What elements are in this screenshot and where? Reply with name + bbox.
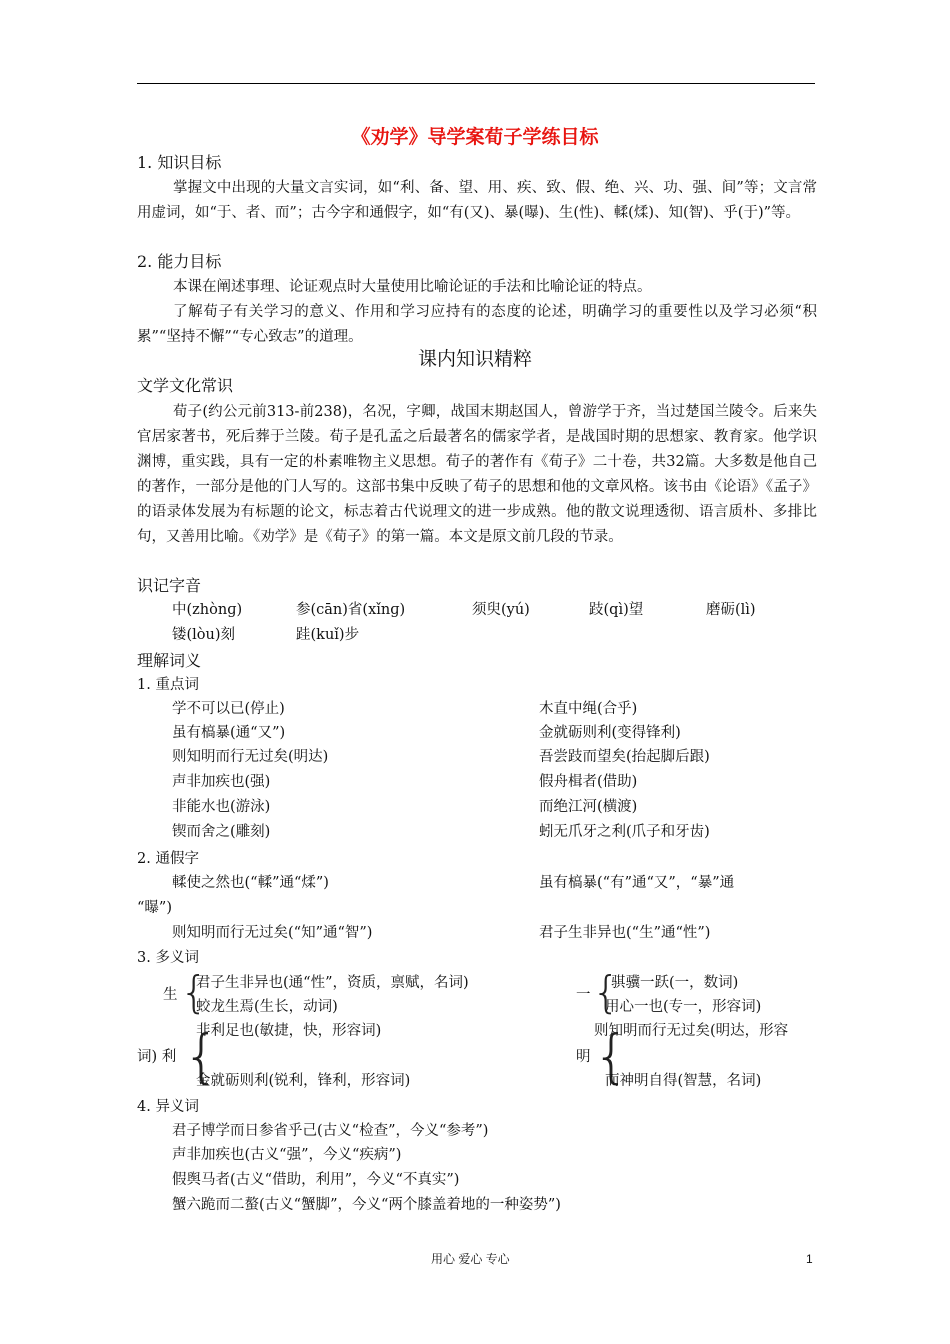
- key-word-left: 锲而舍之(雕刻): [172, 824, 271, 840]
- pron-item: 磨砺(lì): [706, 602, 756, 618]
- polysemy-item: 非利足也(敏捷，快，形容词): [196, 1023, 382, 1039]
- pron-item: 镂(lòu)刻: [172, 627, 236, 643]
- polysemy-item: 则知明而行无过矣(明达，形容: [594, 1023, 789, 1039]
- header-rule: [137, 83, 815, 84]
- section-title: 课内知识精粹: [417, 348, 532, 370]
- polysemy-item: 用心一也(专一，形容词): [605, 999, 762, 1015]
- key-word-right: 假舟楫者(借助): [539, 774, 638, 790]
- pron-item: 中(zhònɡ): [172, 602, 243, 618]
- polysemy-item: 金就砺则利(锐利，锋利，形容词): [196, 1073, 411, 1089]
- pron-item: 参(cān)省(xǐnɡ): [296, 602, 406, 618]
- polysemy-item: 骐骥一跃(一，数词): [611, 975, 739, 991]
- meaning-heading: 理解词义: [137, 651, 202, 670]
- gujin-item: 假舆马者(古义“借助，利用”，今义“不真实”): [172, 1172, 460, 1188]
- key-word-right: 木直中绳(合乎): [539, 701, 638, 717]
- ability-goal-p2: 了解荀子有关学习的意义、作用和学习应持有的态度的论述，明确学习的重要性以及学习必须“积累”“坚持不懈”“专心致志”的道理。: [137, 304, 817, 345]
- polysemy-char: 明: [576, 1049, 591, 1065]
- gujin-item: 君子博学而日参省乎己(古义“检查”，今义“参考”): [172, 1123, 489, 1139]
- document-title: 《劝学》导学案荀子学练目标: [351, 126, 599, 148]
- brace-icon: {: [593, 1022, 630, 1090]
- tongjia-item: 君子生非异也(“生”通“性”): [539, 925, 711, 941]
- tongjia-item: 輮使之然也(“輮”通“煣”): [172, 875, 329, 891]
- culture-heading: 文学文化常识: [137, 376, 234, 395]
- tongjia-item: 则知明而行无过矣(“知”通“智”): [172, 925, 373, 941]
- polysemy-char: 生: [163, 987, 178, 1003]
- pron-item: 须臾(yú): [472, 602, 530, 618]
- key-words-heading: 1. 重点词: [137, 677, 199, 693]
- brace-icon: {: [180, 967, 208, 1018]
- knowledge-goal-heading: 1. 知识目标: [137, 153, 222, 172]
- key-word-left: 非能水也(游泳): [172, 799, 271, 815]
- gujin-heading: 4. 异义词: [137, 1099, 199, 1115]
- key-word-right: 吾尝跂而望矣(抬起脚后跟): [539, 749, 710, 765]
- key-word-right: 而绝江河(横渡): [539, 799, 638, 815]
- pron-item: 跂(qì)望: [589, 602, 644, 618]
- key-word-left: 声非加疾也(强): [172, 774, 271, 790]
- ability-goal-heading: 2. 能力目标: [137, 252, 222, 271]
- tongjia-item: 虽有槁暴(“有”通“又”，“暴”通: [539, 875, 735, 891]
- gujin-item: 蟹六跪而二螯(古义“蟹脚”，今义“两个膝盖着地的一种姿势”): [172, 1197, 561, 1213]
- ability-goal-p1: 本课在阐述事理、论证观点时大量使用比喻论证的手法和比喻论证的特点。: [173, 279, 652, 295]
- key-word-left: 则知明而行无过矣(明达): [172, 749, 329, 765]
- pron-item: 跬(kuǐ)步: [296, 627, 360, 643]
- key-word-right: 蚓无爪牙之利(爪子和牙齿): [539, 824, 710, 840]
- polysemy-char: 一: [576, 987, 591, 1003]
- key-word-left: 虽有槁暴(通“又”): [172, 725, 286, 741]
- polysemy-item: 君子生非异也(通“性”，资质，禀赋，名词): [196, 975, 469, 991]
- polysemy-char: 词) 利: [137, 1049, 177, 1065]
- tongjia-heading: 2. 通假字: [137, 851, 199, 867]
- pronunciation-heading: 识记字音: [137, 576, 202, 595]
- key-word-left: 学不可以已(停止): [172, 701, 285, 717]
- brace-icon: {: [183, 1022, 220, 1090]
- gujin-item: 声非加疾也(古义“强”，今义“疾病”): [172, 1147, 402, 1163]
- page-number: 1: [806, 1252, 813, 1266]
- brace-icon: {: [592, 967, 620, 1018]
- polysemy-item: 蛟龙生焉(生长，动词): [196, 999, 338, 1015]
- footer-motto: 用心 爱心 专心: [431, 1252, 510, 1266]
- culture-text: 荀子(约公元前313-前238)，名况，字卿，战国末期赵国人，曾游学于齐，当过楚国兰陵令。后来失官居家著书，死后葬于兰陵。荀子是孔孟之后最著名的儒家学者，是战国时期的思想家、教育家。他学识渊博，重实践，具有一定的朴素唯物主义思想。荀子的著作有《荀子》二十卷，共32篇。大多数是他自己的著作，一部分是他的门人写的。这部书集中反映了荀子的思想和他的文章风格。该书由《论语》《孟子》的语录体发展为有标题的论文，标志着古代说理文的进一步成熟。他的散文说理透彻、语言质朴、多排比句，又善用比喻。《劝学》是《荀子》的第一篇。本文是原文前几段的节录。: [137, 404, 817, 545]
- key-word-right: 金就砺则利(变得锋利): [539, 725, 681, 741]
- tongjia-item-wrap: “曝”): [137, 900, 172, 916]
- polysemy-item: 而神明自得(智慧，名词): [605, 1073, 762, 1089]
- knowledge-goal-text: 掌握文中出现的大量文言实词，如“利、备、望、用、疾、致、假、绝、兴、功、强、间”等；文言常用虚词，如“于、者、而”；古今字和通假字，如“有(又)、暴(曝)、生(性)、輮(煣)、知(智)、乎(于)”等。: [137, 180, 817, 221]
- polysemy-heading: 3. 多义词: [137, 950, 199, 966]
